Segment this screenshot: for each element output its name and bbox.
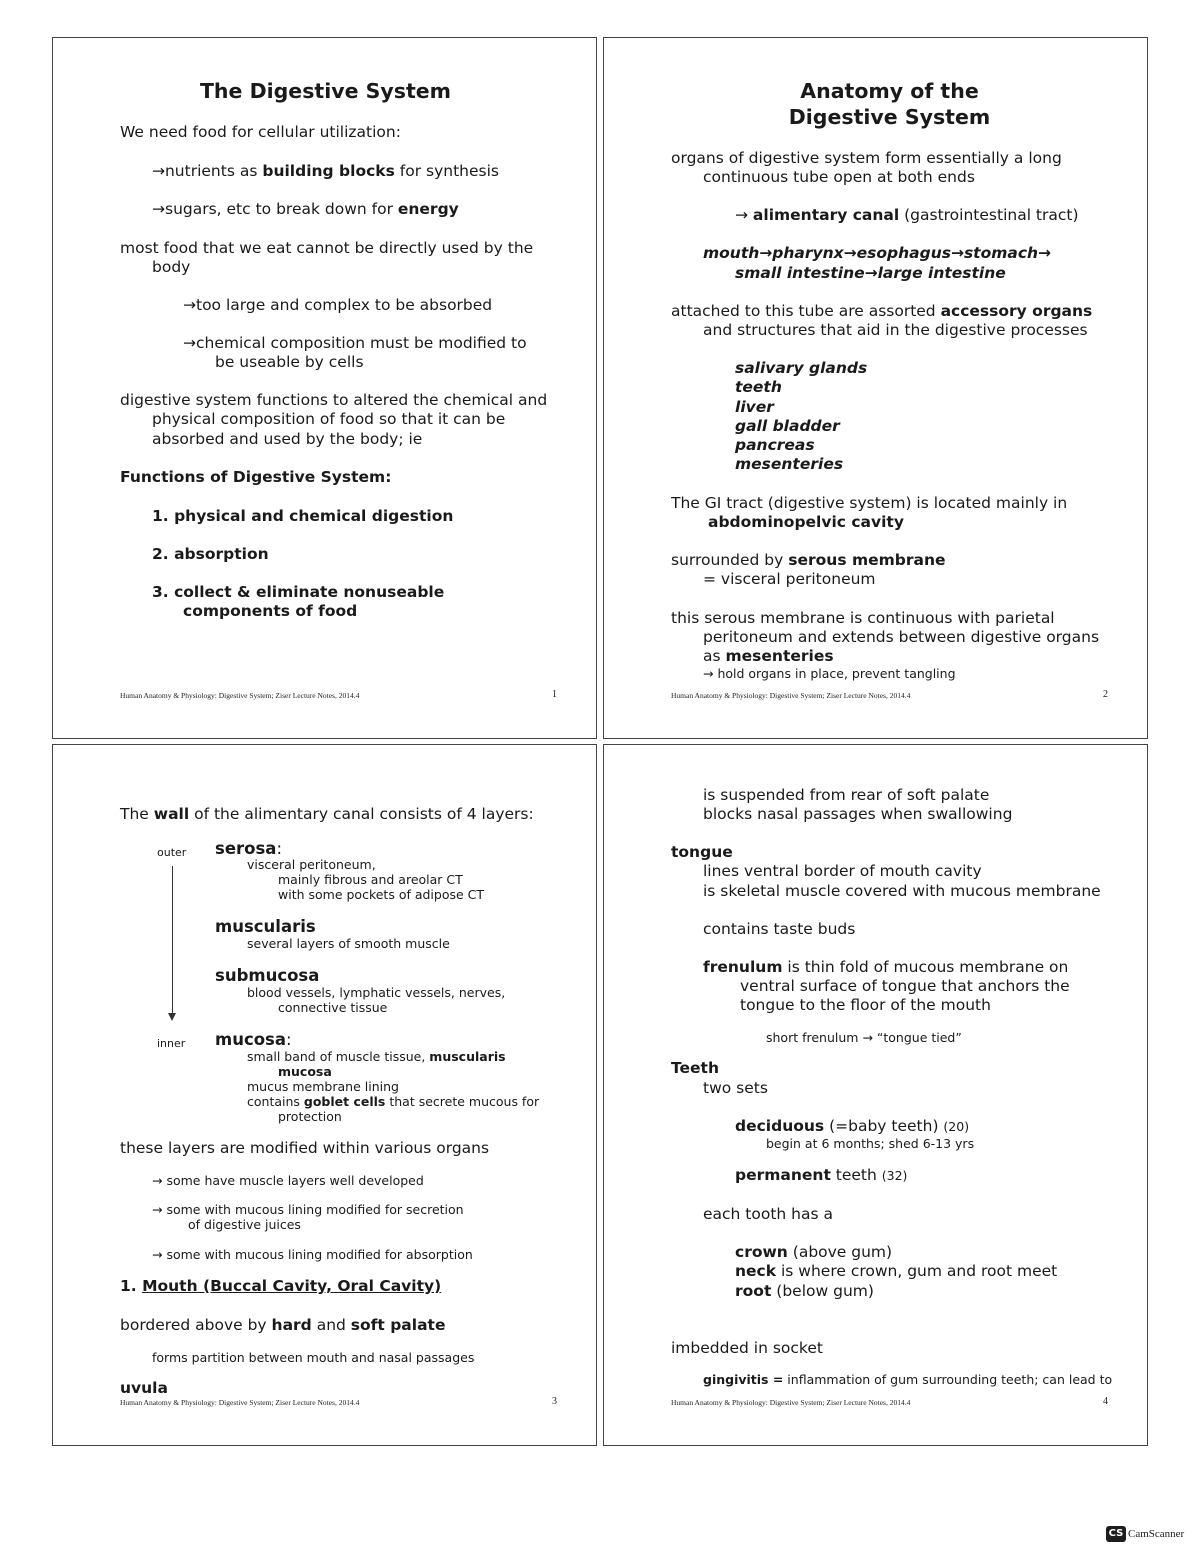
organs-line-2: continuous tube open at both ends <box>703 168 975 186</box>
page-number: 4 <box>1103 1396 1108 1407</box>
page-number: 1 <box>552 689 557 700</box>
serosa-detail: with some pockets of adipose CT <box>278 887 485 902</box>
sugars-line: →sugars, etc to break down for energy <box>152 200 459 218</box>
neck-line: neck is where crown, gum and root meet <box>735 1262 1058 1280</box>
footer-text: Human Anatomy & Physiology: Digestive System; Ziser Lecture Notes, 2014.4 <box>120 691 360 700</box>
crown-line: crown (above gum) <box>735 1243 893 1261</box>
partition-line: forms partition between mouth and nasal passages <box>152 1350 475 1365</box>
functions-line-1: digestive system functions to altered the chemical and <box>120 391 548 409</box>
chemical-line-1: →chemical composition must be modified to <box>183 334 527 352</box>
modification-item-cont: of digestive juices <box>188 1217 301 1232</box>
serous-line-1: this serous membrane is continuous with parietal <box>671 609 1055 627</box>
footer-text: Human Anatomy & Physiology: Digestive System; Ziser Lecture Notes, 2014.4 <box>671 1398 911 1407</box>
footer-text: Human Anatomy & Physiology: Digestive System; Ziser Lecture Notes, 2014.4 <box>120 1398 360 1407</box>
modification-item: → some with mucous lining modified for secretion <box>152 1202 464 1217</box>
accessory-organ: liver <box>735 398 774 416</box>
mucosa-detail: mucus membrane lining <box>247 1079 399 1094</box>
function-item-2: 2. absorption <box>152 545 269 563</box>
wall-layers-line: The wall of the alimentary canal consists of 4 layers: <box>120 805 534 823</box>
functions-line-3: absorbed and used by the body; ie <box>152 430 423 448</box>
frenulum-line-3: tongue to the floor of the mouth <box>740 996 991 1014</box>
function-item-3: 3. collect & eliminate nonuseable <box>152 583 445 601</box>
visceral-peritoneum-line: = visceral peritoneum <box>703 570 876 588</box>
tongue-detail: lines ventral border of mouth cavity <box>703 862 982 880</box>
organs-line-1: organs of digestive system form essentially a long <box>671 149 1062 167</box>
mucosa-detail: protection <box>278 1109 342 1124</box>
mucosa-detail: mucosa <box>278 1064 332 1079</box>
each-tooth-line: each tooth has a <box>703 1205 834 1223</box>
accessory-line-2: and structures that aid in the digestive processes <box>703 321 1088 339</box>
arrow-head-icon <box>168 1013 176 1021</box>
permanent-line: permanent teeth (32) <box>735 1166 908 1184</box>
bordered-line: bordered above by hard and soft palate <box>120 1316 446 1334</box>
serous-line-3: as mesenteries <box>703 647 834 665</box>
gingivitis-line: gingivitis = inflammation of gum surrounding teeth; can lead to <box>703 1372 1113 1387</box>
canal-path-line-1: mouth→pharynx→esophagus→stomach→ <box>703 244 1052 262</box>
submucosa-detail: connective tissue <box>278 1000 388 1015</box>
page-number: 2 <box>1103 689 1108 700</box>
slide-page-1 <box>52 37 597 739</box>
serosa-detail: mainly fibrous and areolar CT <box>278 872 463 887</box>
modification-item: → some have muscle layers well developed <box>152 1173 424 1188</box>
root-line: root (below gum) <box>735 1282 874 1300</box>
hold-organs-line: → hold organs in place, prevent tangling <box>703 666 956 681</box>
gi-tract-cavity: abdominopelvic cavity <box>708 513 904 531</box>
tongue-tied-line: short frenulum → “tongue tied” <box>766 1030 962 1045</box>
outer-to-inner-arrow <box>172 866 173 1013</box>
uvula-detail: blocks nasal passages when swallowing <box>703 805 1013 823</box>
most-food-line-2: body <box>152 258 191 276</box>
intro-text: We need food for cellular utilization: <box>120 123 401 141</box>
functions-line-2: physical composition of food so that it can be <box>152 410 506 428</box>
page-title: Anatomy of the <box>800 79 979 103</box>
submucosa-heading: submucosa <box>215 966 320 985</box>
page-number: 3 <box>552 1396 557 1407</box>
gi-tract-line: The GI tract (digestive system) is located mainly in <box>671 494 1068 512</box>
submucosa-detail: blood vessels, lymphatic vessels, nerves, <box>247 985 506 1000</box>
socket-line: imbedded in socket <box>671 1339 823 1357</box>
slide-page-3 <box>52 744 597 1446</box>
canal-path-line-2: small intestine→large intestine <box>735 264 1006 282</box>
accessory-organ: mesenteries <box>735 455 844 473</box>
serous-line-2: peritoneum and extends between digestive organs <box>703 628 1100 646</box>
teeth-heading: Teeth <box>671 1059 719 1077</box>
mucosa-detail: contains goblet cells that secrete mucous for <box>247 1094 540 1109</box>
mucosa-detail: small band of muscle tissue, muscularis <box>247 1049 506 1064</box>
functions-heading: Functions of Digestive System: <box>120 468 392 486</box>
serosa-heading: serosa: <box>215 839 283 858</box>
mouth-heading: 1. Mouth (Buccal Cavity, Oral Cavity) <box>120 1277 442 1295</box>
accessory-organ: salivary glands <box>735 359 868 377</box>
serosa-detail: visceral peritoneum, <box>247 857 376 872</box>
inner-label: inner <box>157 1037 186 1050</box>
accessory-line-1: attached to this tube are assorted accessory organs <box>671 302 1093 320</box>
uvula-detail: is suspended from rear of soft palate <box>703 786 990 804</box>
frenulum-line-2: ventral surface of tongue that anchors the <box>740 977 1070 995</box>
page-title-line-2: Digestive System <box>788 105 991 129</box>
accessory-organ: gall bladder <box>735 417 840 435</box>
tongue-detail: is skeletal muscle covered with mucous membrane <box>703 882 1101 900</box>
frenulum-line-1: frenulum is thin fold of mucous membrane on <box>703 958 1069 976</box>
camscanner-logo-icon: CS <box>1106 1526 1126 1542</box>
slide-page-4 <box>603 744 1148 1446</box>
layers-modified-line: these layers are modified within various organs <box>120 1139 490 1157</box>
accessory-organ: pancreas <box>735 436 815 454</box>
footer-text: Human Anatomy & Physiology: Digestive System; Ziser Lecture Notes, 2014.4 <box>671 691 911 700</box>
function-item-1: 1. physical and chemical digestion <box>152 507 454 525</box>
nutrients-line: →nutrients as building blocks for synthesis <box>152 162 499 180</box>
uvula-heading: uvula <box>120 1379 168 1397</box>
chemical-line-2: be useable by cells <box>215 353 364 371</box>
camscanner-label: CamScanner <box>1128 1528 1185 1540</box>
accessory-organ: teeth <box>735 378 782 396</box>
tongue-heading: tongue <box>671 843 733 861</box>
function-item-3-cont: components of food <box>183 602 358 620</box>
muscularis-heading: muscularis <box>215 917 316 936</box>
two-sets-line: two sets <box>703 1079 768 1097</box>
slide-page-2 <box>603 37 1148 739</box>
mucosa-heading: mucosa: <box>215 1030 292 1049</box>
outer-label: outer <box>157 846 187 859</box>
deciduous-detail: begin at 6 months; shed 6-13 yrs <box>766 1136 975 1151</box>
surrounded-line: surrounded by serous membrane <box>671 551 946 569</box>
modification-item: → some with mucous lining modified for absorption <box>152 1247 473 1262</box>
page-title: The Digestive System <box>199 79 452 103</box>
taste-buds-line: contains taste buds <box>703 920 856 938</box>
deciduous-line: deciduous (=baby teeth) (20) <box>735 1117 970 1135</box>
muscularis-detail: several layers of smooth muscle <box>247 936 450 951</box>
too-large-line: →too large and complex to be absorbed <box>183 296 493 314</box>
alimentary-canal-line: → alimentary canal (gastrointestinal tract) <box>735 206 1079 224</box>
most-food-line-1: most food that we eat cannot be directly used by the <box>120 239 534 257</box>
